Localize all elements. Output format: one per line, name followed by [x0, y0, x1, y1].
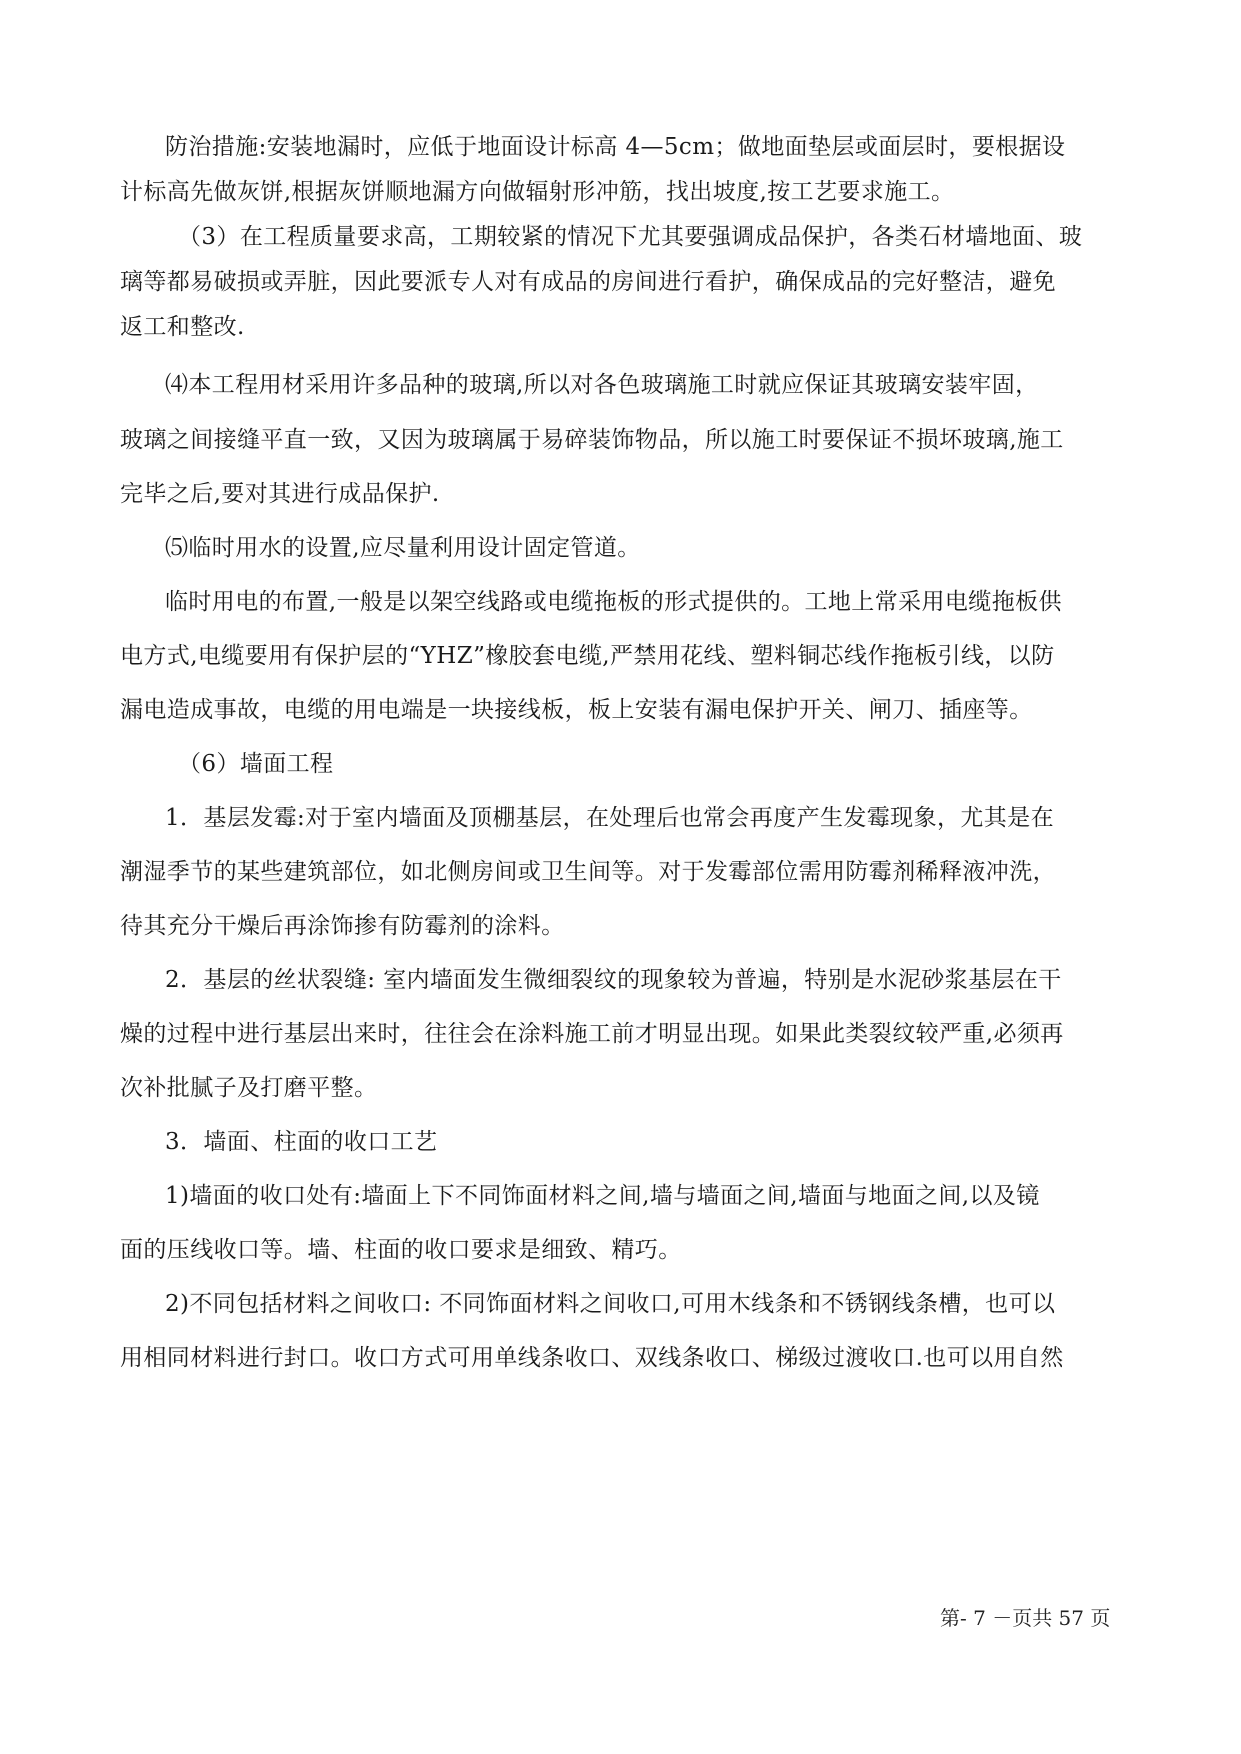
text-line: ⑸临时用水的设置,应尽量利用设计固定管道。: [165, 535, 641, 561]
text-line: 2．基层的丝状裂缝: 室内墙面发生微细裂纹的现象较为普遍，特别是水泥砂浆基层在干: [165, 967, 1062, 993]
text-line: 计标高先做灰饼,根据灰饼顺地漏方向做辐射形冲筋，找出坡度,按工艺要求施工。: [120, 179, 955, 205]
text-line: 漏电造成事故，电缆的用电端是一块接线板，板上安装有漏电保护开关、闸刀、插座等。: [120, 697, 1033, 723]
text-line: 完毕之后,要对其进行成品保护.: [120, 481, 440, 507]
text-line: 2)不同包括材料之间收口: 不同饰面材料之间收口,可用木线条和不锈钢线条槽，也可以: [165, 1291, 1056, 1317]
text-line: 潮湿季节的某些建筑部位，如北侧房间或卫生间等。对于发霉部位需用防霉剂稀释液冲洗，: [120, 859, 1056, 885]
text-line: 临时用电的布置,一般是以架空线路或电缆拖板的形式提供的。工地上常采用电缆拖板供: [165, 589, 1062, 615]
text-line: 玻璃之间接缝平直一致，又因为玻璃属于易碎装饰物品，所以施工时要保证不损坏玻璃,施工: [120, 427, 1064, 453]
text-line: 燥的过程中进行基层出来时，往往会在涂料施工前才明显出现。如果此类裂纹较严重,必须再: [120, 1021, 1064, 1047]
text-line: 1．基层发霉:对于室内墙面及顶棚基层，在处理后也常会再度产生发霉现象，尤其是在: [165, 805, 1054, 831]
text-line: ⑷本工程用材采用许多品种的玻璃,所以对各色玻璃施工时就应保证其玻璃安装牢固，: [165, 372, 1039, 398]
text-line: 次补批腻子及打磨平整。: [120, 1075, 378, 1101]
text-line: 用相同材料进行封口。收口方式可用单线条收口、双线条收口、梯级过渡收口.也可以用自然: [120, 1345, 1064, 1371]
text-line: 面的压线收口等。墙、柱面的收口要求是细致、精巧。: [120, 1237, 682, 1263]
text-line: 1)墙面的收口处有:墙面上下不同饰面材料之间,墙与墙面之间,墙面与地面之间,以及镜: [165, 1183, 1040, 1209]
text-line: 电方式,电缆要用有保护层的“YHZ”橡胶套电缆,严禁用花线、塑料铜芯线作拖板引线，以防: [120, 643, 1055, 669]
text-line: 防治措施:安装地漏时，应低于地面设计标高 4—5cm；做地面垫层或面层时，要根据设: [165, 134, 1066, 160]
page-number: 第- 7 －页共 57 页: [940, 1606, 1111, 1630]
text-line: （3）在工程质量要求高，工期较紧的情况下尤其要强调成品保护，各类石材墙地面、玻: [178, 224, 1083, 250]
text-line: 返工和整改.: [120, 314, 245, 340]
text-line: 待其充分干燥后再涂饰掺有防霉剂的涂料。: [120, 913, 565, 939]
section-heading: 3．墙面、柱面的收口工艺: [165, 1129, 438, 1155]
text-line: 璃等都易破损或弄脏，因此要派专人对有成品的房间进行看护，确保成品的完好整洁，避免: [120, 269, 1056, 295]
section-heading: （6）墙面工程: [178, 751, 334, 777]
